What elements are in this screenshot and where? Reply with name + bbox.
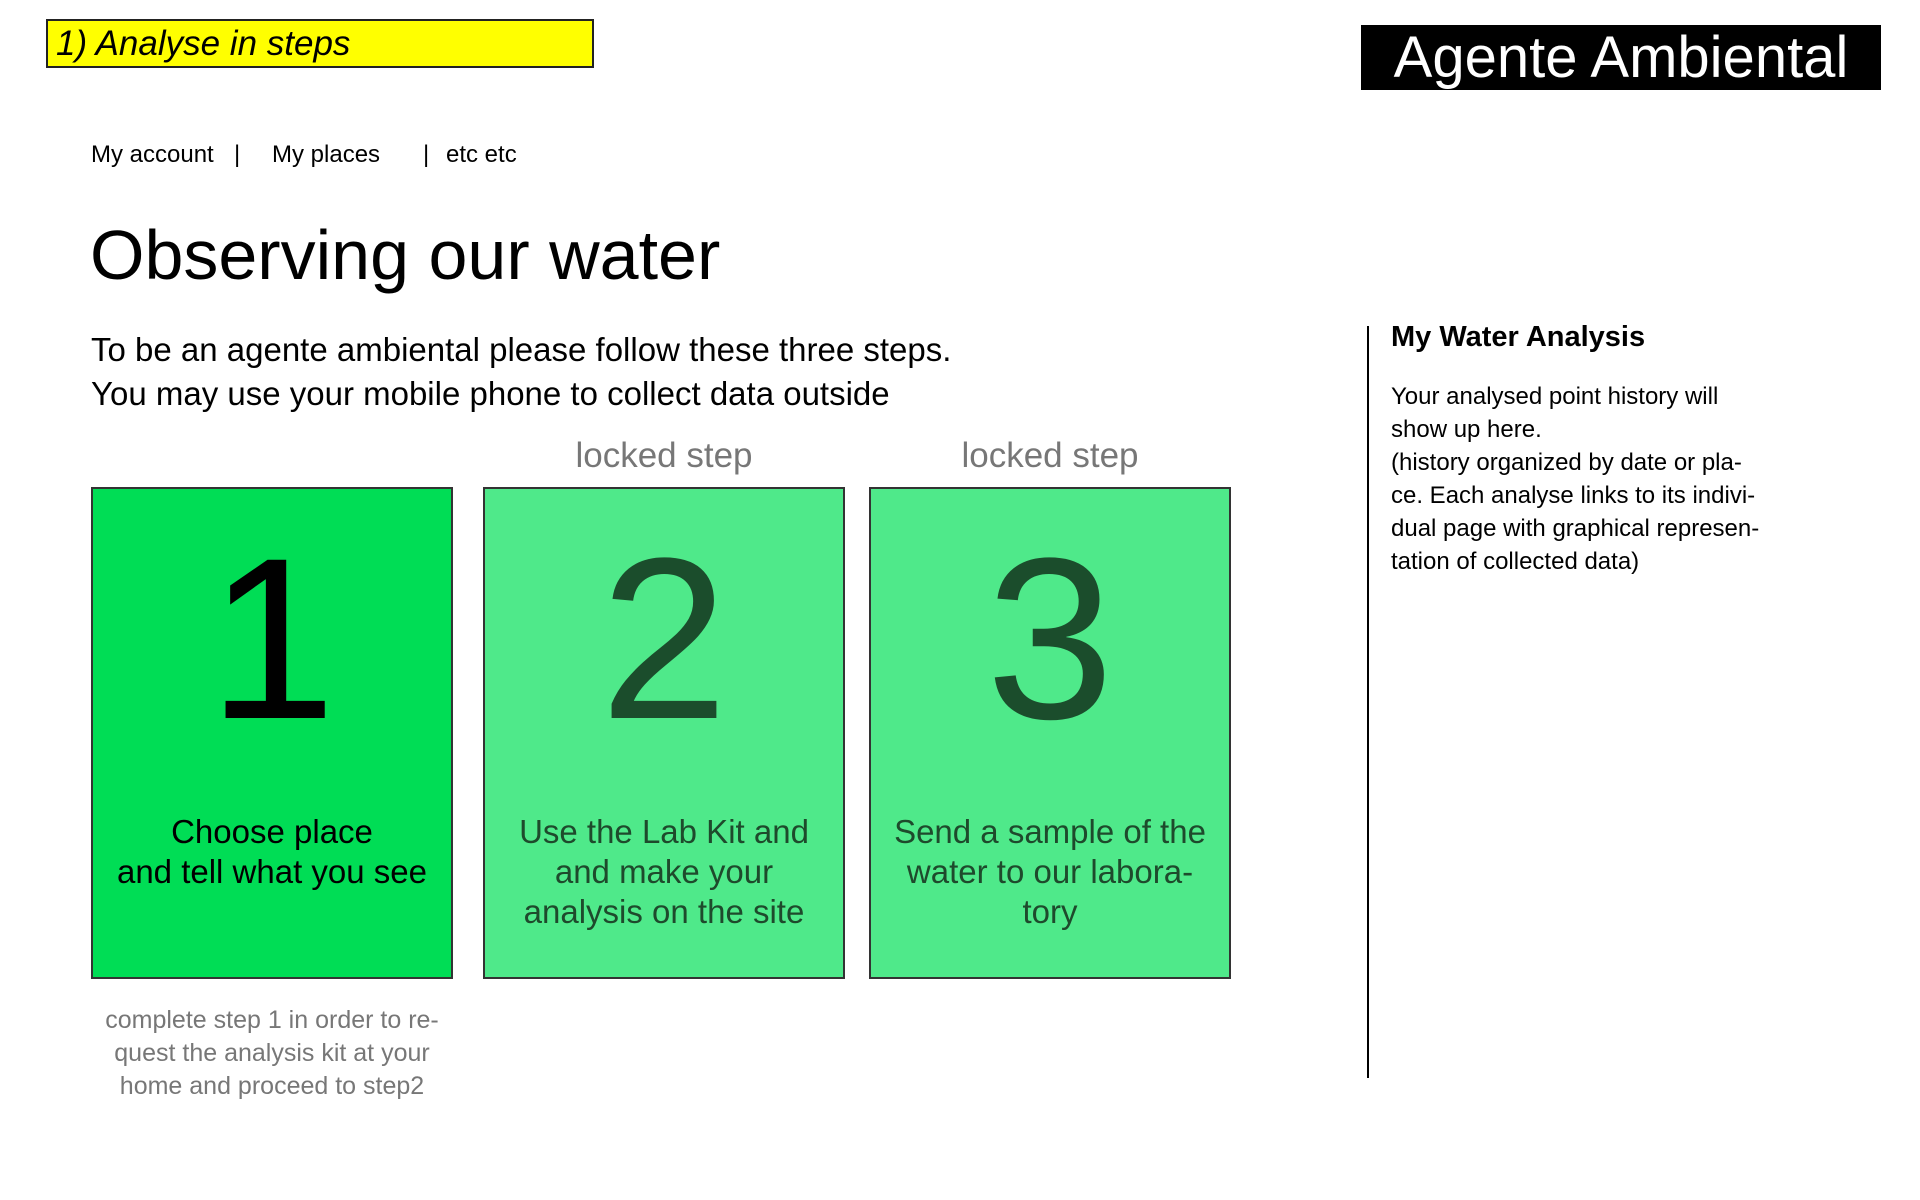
- step-description: [495, 812, 833, 932]
- locked-step-label: locked step: [961, 436, 1139, 475]
- nav-my-places[interactable]: My places: [272, 141, 381, 168]
- step-number: 3: [986, 510, 1114, 767]
- step-description-line: Use the Lab Kit and: [519, 813, 809, 850]
- step-description-line: and tell what you see: [116, 853, 428, 890]
- nav-separator: |: [423, 141, 430, 168]
- step-description-line: water to our labora-: [906, 853, 1194, 890]
- sidebar-line: (history organized by date or pla-: [1391, 449, 1742, 476]
- step-1-card[interactable]: [91, 487, 453, 979]
- step-number: 2: [600, 510, 728, 767]
- nav-my-account[interactable]: My account: [91, 141, 214, 168]
- nav-separator: |: [234, 141, 241, 168]
- hint-line: quest the analysis kit at your: [114, 1039, 430, 1067]
- sidebar-divider: [1367, 326, 1369, 1078]
- step-description-line: Choose place: [171, 813, 373, 850]
- hint-line: complete step 1 in order to re-: [105, 1006, 439, 1034]
- step-3-card[interactable]: [869, 487, 1231, 979]
- sidebar-line: show up here.: [1391, 416, 1542, 443]
- intro-line: You may use your mobile phone to collect data outside: [91, 375, 890, 412]
- step-1-hint: [91, 1004, 453, 1103]
- brand-logo[interactable]: Agente Ambiental: [1361, 25, 1881, 90]
- sidebar-title: My Water Analysis: [1391, 321, 1646, 353]
- nav-etc[interactable]: etc etc: [446, 141, 517, 168]
- step-description-line: and make your: [554, 853, 774, 890]
- intro-text: [91, 328, 951, 416]
- step-description: [103, 812, 441, 892]
- sidebar-description: [1391, 380, 1831, 578]
- step-description-line: Send a sample of the: [894, 813, 1206, 850]
- step-2-card[interactable]: [483, 487, 845, 979]
- sidebar-line: Your analysed point history will: [1391, 383, 1719, 410]
- step-label: 1) Analyse in steps: [46, 19, 594, 68]
- intro-line: To be an agente ambiental please follow these three steps.: [91, 331, 952, 368]
- sidebar-line: ce. Each analyse links to its indivi-: [1391, 482, 1756, 509]
- locked-step-label: locked step: [575, 436, 753, 475]
- sidebar-line: dual page with graphical represen-: [1391, 515, 1760, 542]
- hint-line: home and proceed to step2: [119, 1072, 425, 1100]
- step-number: 1: [208, 510, 336, 767]
- page-title: Observing our water: [90, 216, 721, 294]
- step-description-line: tory: [1022, 893, 1078, 930]
- step-description: [881, 812, 1219, 932]
- sidebar-line: tation of collected data): [1391, 548, 1640, 575]
- step-description-line: analysis on the site: [523, 893, 805, 930]
